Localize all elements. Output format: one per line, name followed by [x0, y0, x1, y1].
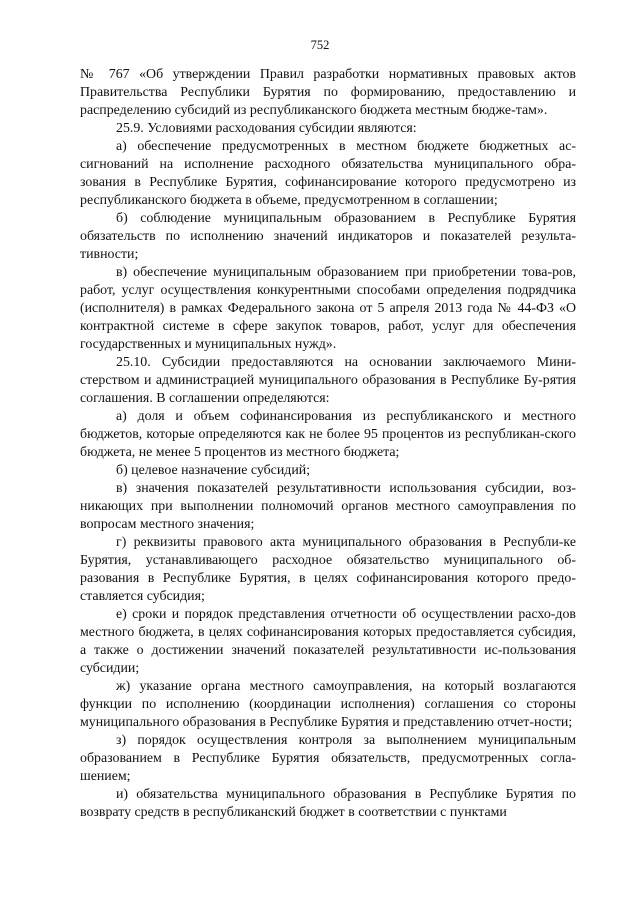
paragraph-25-9-b: б) соблюдение муниципальным образованием в Республике Бурятия обязательств по исполнению значений индикаторов и показателей результа-тивности; — [80, 211, 576, 262]
paragraph-25-10-z: з) порядок осуществления контроля за выполнением муниципальным образованием в Республике Бурятия обязательств, предусмотренных согла-шением; — [80, 733, 576, 784]
paragraph-25-10-g: г) реквизиты правового акта муниципального образования в Республи-ке Бурятия, устанавливающего расходное обязательство муниципального об-разования в Республике Бурятия, в целях софинансирования которого предо-ставляется субсидия; — [80, 535, 576, 604]
paragraph-25-9-heading: 25.9. Условиями расходования субсидии являются: — [116, 121, 417, 136]
document-body — [80, 66, 576, 822]
page-number: 752 — [310, 38, 330, 52]
paragraph-25-10-a: а) доля и объем софинансирования из республиканского и местного бюджетов, которые определяются как не более 95 процентов из республикан-ского бюджета, не менее 5 процентов из местного бюджета; — [80, 409, 576, 460]
paragraph-25-10-i: и) обязательства муниципального образования в Республике Бурятия по возврату средств в республиканский бюджет в соответствии с пунктами — [80, 787, 576, 820]
paragraph-25-10-v: в) значения показателей результативности использования субсидии, воз-никающих при выполнении полномочий органов местного самоуправления по вопросам местного значения; — [80, 481, 576, 532]
paragraph-25-10-heading: 25.10. Субсидии предоставляются на основании заключаемого Мини-стерством и администрацией муниципального образования в Республике Бу-рятия соглашения. В соглашении определяются: — [80, 355, 576, 406]
paragraph-25-9-v: в) обеспечение муниципальным образованием при приобретении това-ров, работ, услуг осуществления конкурентными способами определения подрядчика (исполнителя) в рамках Федерального закона от 5 апреля 2013 года № 44-ФЗ «О контрактной системе в сфере закупок товаров, работ, услуг для обеспечения государственных и муниципальных нужд». — [80, 265, 576, 352]
paragraph-25-10-zh: ж) указание органа местного самоуправления, на который возлагаются функции по исполнению (координации исполнения) соглашения со стороны муниципального образования в Республике Бурятия и представлению отчет-ности; — [80, 679, 576, 730]
paragraph-25-10-b: б) целевое назначение субсидий; — [116, 463, 311, 478]
paragraph-25-9-a: а) обеспечение предусмотренных в местном бюджете бюджетных ас-сигнований на исполнение расходного обязательства муниципального обра-зования в Республике Бурятия, софинансирование которого предусмотрено из республиканского бюджета в объеме, предусмотренном в соглашении; — [80, 139, 576, 208]
paragraph-decree-reference: № 767 «Об утверждении Правил разработки нормативных правовых актов Правительства Республики Бурятия по формированию, предоставлению и распределению субсидий из республиканского бюджета местным бюдже-там». — [80, 67, 576, 118]
paragraph-25-10-e: е) сроки и порядок представления отчетности об осуществлении расхо-дов местного бюджета, в целях софинансирования которых предоставляется субсидия, а также о достижении значений показателей результативности ис-пользования субсидии; — [80, 607, 576, 676]
